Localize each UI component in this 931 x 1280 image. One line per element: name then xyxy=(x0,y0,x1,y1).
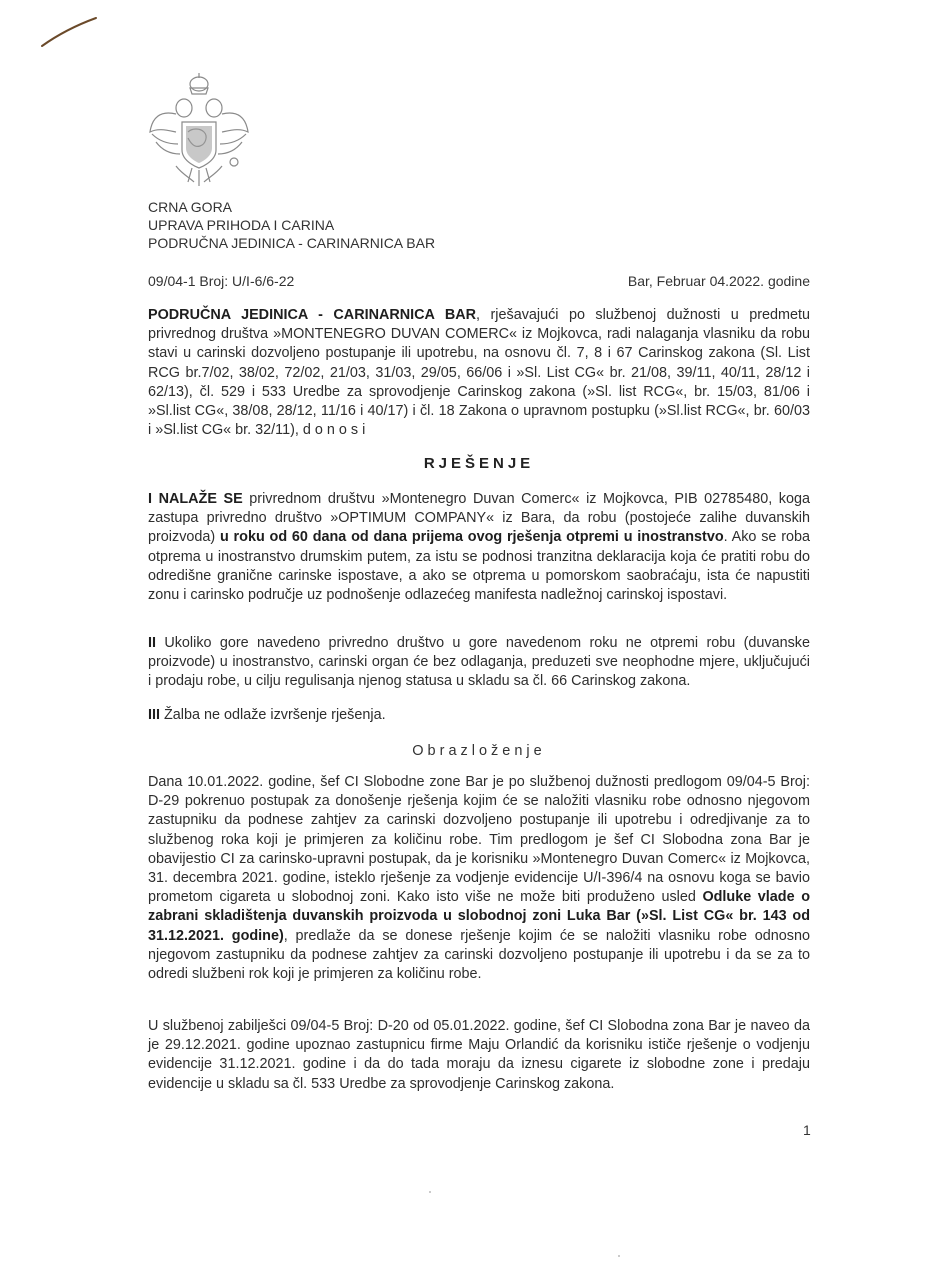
decision-item-3 xyxy=(148,706,810,725)
reference-number: 09/04-1 Broj: U/I-6/6-22 xyxy=(148,273,295,289)
para1-text-b: , predlaže da se donese rješenje kojim će se naložiti vlasniku robe odnosno njegovom zastupniku da podnese zahtjev za carinski dozvoljeno postupanje ili upotrebu i da se za to odredi službeni rok koji je primjeren za količinu robe. xyxy=(148,927,810,983)
authority-header xyxy=(148,198,435,252)
item1-text-b: . Ako se roba otprema u inostranstvo drumskim putem, za istu se podnosi tranzitna deklaracija koja će pratiti robu do odredišne granične carinske ispostave, a ako se otprema u pomorskom saobraćaju, ista će napustiti zonu i carinsko područje uz podnošenje odlazećeg manifesta nadležnoj carinskoj ispostavi. xyxy=(148,529,811,604)
intro-text: , rješavajući po službenoj dužnosti u predmetu privrednog društva »MONTENEGRO DUVAN COMERC« iz Mojkovca, radi nalaganja vlasniku da robu stavi u carinski dozvoljeno postupanje ili upotrebu, na osnovu čl. 7, 8 i 67 Carinskog zakona (Sl. List RCG br.7/02, 38/02, 72/02, 21/03, 31/03, 29/05, 66/06 i »Sl. List CG« br. 21/08, 39/11, 40/11, 28/12 i 62/13), čl. 529 i 533 Uredbe za sprovodjenje Carinskog zakona (»Sl. list RCG«, br. 15/03, 81/06 i »Sl.list CG«, 38/08, 28/12, 11/16 i 40/17) i čl. 18 Zakona o upravnom postupku (»Sl.list RCG«, br. 60/03 i »Sl.list CG« br. 32/11), d o n o s i xyxy=(148,307,810,439)
item2-text: Ukoliko gore navedeno privredno društvo u gore navedenom roku ne otpremi robu (duvanske proizvode) u inostranstvo, carinski organ će bez odlaganja, preduzeti sve neophodne mjere, uključujući i prodaju robe, u cilju regulisanja njenog statusa u skladu sa čl. 66 Carinskog zakona. xyxy=(148,635,810,690)
header-country: CRNA GORA xyxy=(148,199,233,215)
item3-label: III xyxy=(148,707,160,723)
reasoning-paragraph-1 xyxy=(148,773,810,984)
reasoning-paragraph-2: U službenoj zabilješci 09/04-5 Broj: D-20 od 05.01.2022. godine, šef CI Slobodna zona Bar je naveo da je 29.12.2021. godine upoznao zastupnicu firme Maju Orlandić da korisniku ističe rješenje o vodjenju evidencije 31.12.2021. godine i da do tada moraju da iznesu cigarete iz slobodne zone i predaju evidencije u skladu sa čl. 533 Uredbe za sprovodjenje Carinskog zakona. xyxy=(148,1018,810,1092)
intro-authority: PODRUČNA JEDINICA - CARINARNICA BAR xyxy=(148,307,477,323)
para1-bold: Odluke vlade o zabrani skladištenja duvanskih proizvoda u slobodnoj zoni Luka Bar (»Sl. List CG« br. 143 od 31.12.2021. godine) xyxy=(148,889,810,944)
intro-paragraph xyxy=(148,306,810,440)
decision-item-1 xyxy=(148,490,810,605)
coat-of-arms-emblem xyxy=(146,70,252,194)
pen-stroke-mark xyxy=(38,14,102,50)
item1-bold: u roku od 60 dana od dana prijema ovog rješenja otpremi u inostranstvo xyxy=(219,529,724,546)
reference-line xyxy=(148,273,810,289)
decision-title: RJEŠENJE xyxy=(423,455,535,472)
scan-speck xyxy=(618,1255,620,1257)
item3-text: Žalba ne odlaže izvršenje rješenja. xyxy=(160,707,386,723)
item2-label: II xyxy=(148,635,156,651)
item1-label: I NALAŽE SE xyxy=(148,491,243,507)
place-date: Bar, Februar 04.2022. godine xyxy=(627,273,810,289)
scan-speck xyxy=(429,1191,431,1193)
para1-text-a: Dana 10.01.2022. godine, šef CI Slobodne zone Bar je po službenoj dužnosti predlogom 09/04-5 Broj: D-29 pokrenuo postupak za donošenje rješenja kojim će se naložiti vlasniku robe odnosno njegovom zastupniku da podnese zahtjev za carinski dozvoljeno postupanje ili upotrebu i odredjivanje za to službenog roka koji je primjeren za količinu robe. Tim predlogom je šef CI Slobodna zona Bar je obavijestio CI za carinsko-upravni postupak, da je korisniku »Montenegro Duvan Comerc« iz Mojkovca, 31. decembra 2021. godine, isteklo rješenje za vodjenje evidencije U/I-396/4 na osnovu koga se bavio prometom cigareta u slobodnoj zoni. Kako isto više ne može biti produženo usled xyxy=(148,774,810,906)
reasoning-title: Obrazloženje xyxy=(412,743,546,759)
header-unit: PODRUČNA JEDINICA - CARINARNICA BAR xyxy=(148,235,436,251)
header-administration: UPRAVA PRIHODA I CARINA xyxy=(148,217,335,233)
decision-item-2 xyxy=(148,634,810,692)
item1-text-a: privrednom društvu »Montenegro Duvan Comerc« iz Mojkovca, PIB 02785480, koga zastupa privredno društvo »OPTIMUM COMPANY« iz Bara, da robu (postojeće zalihe duvanskih proizvoda) xyxy=(148,491,810,546)
page-number: 1 xyxy=(803,1122,811,1138)
